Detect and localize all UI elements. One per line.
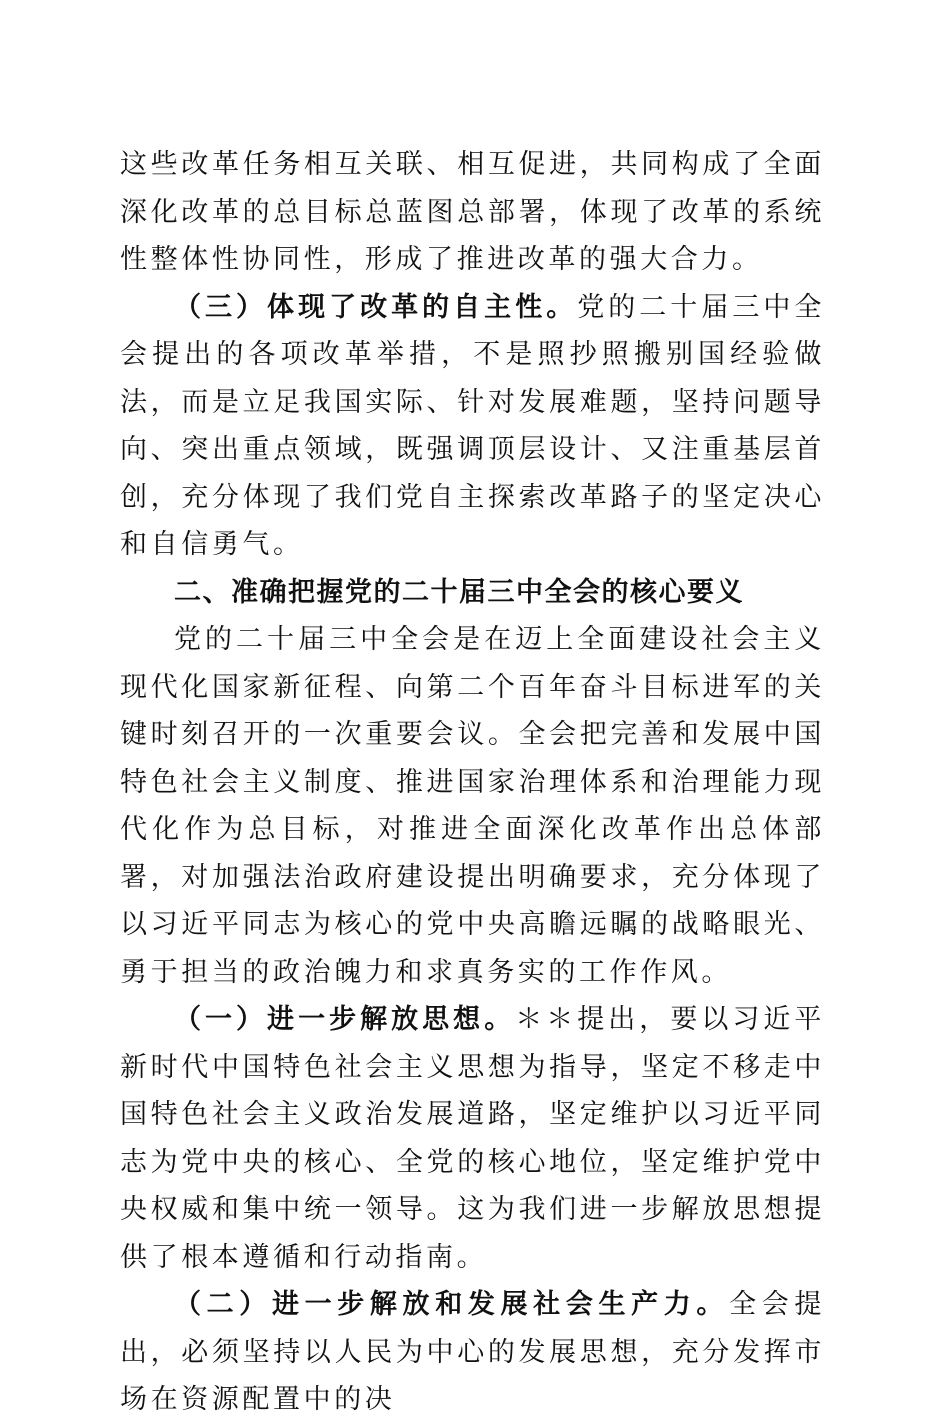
paragraph-text: 全会提出，必须坚持以人民为中心的发展思想，充分发挥市场在资源配置中的决 (120, 1289, 825, 1415)
paragraph-reform-autonomy (120, 284, 825, 569)
paragraph-text: 党的二十届三中全会是在迈上全面建设社会主义现代化国家新征程、向第二个百年奋斗目标进军的关键时刻召开的一次重要会议。全会把完善和发展中国特色社会主义制度、推进国家治理体系和治理能力现代化作为总目标，对推进全面深化改革作出总体部署，对加强法治政府建设提出明确要求，充分体现了以习近平同志为核心的党中央高瞻远瞩的战略眼光、勇于担当的政治魄力和求真务实的工作作风。 (120, 624, 825, 988)
paragraph-text: 党的二十届三中全会提出的各项改革举措，不是照抄照搬别国经验做法，而是立足我国实际、针对发展难题，坚持问题导向、突出重点领域，既强调顶层设计、又注重基层首创，充分体现了我们党自主探索改革路子的坚定决心和自信勇气。 (120, 291, 825, 560)
paragraph-productivity (120, 1281, 825, 1424)
document-body (120, 141, 825, 1424)
paragraph-lead: （二）进一步解放和发展社会生产力。 (174, 1289, 730, 1320)
paragraph-liberate-thought (120, 996, 825, 1281)
paragraph-continuation (120, 141, 825, 284)
paragraph-text: ＊＊提出，要以习近平新时代中国特色社会主义思想为指导，坚定不移走中国特色社会主义政治发展道路，坚定维护以习近平同志为党中央的核心、全党的核心地位，坚定维护党中央权威和集中统一领导。这为我们进一步解放思想提供了根本遵循和行动指南。 (120, 1004, 825, 1273)
paragraph-lead: （一）进一步解放思想。 (174, 1004, 516, 1035)
paragraph-plenum-overview (120, 616, 825, 996)
paragraph-lead: （三）体现了改革的自主性。 (174, 291, 578, 323)
section-heading: 二、准确把握党的二十届三中全会的核心要义 (174, 576, 744, 608)
paragraph-text: 这些改革任务相互关联、相互促进，共同构成了全面深化改革的总目标总蓝图总部署，体现了改革的系统性整体性协同性，形成了推进改革的强大合力。 (120, 149, 825, 275)
